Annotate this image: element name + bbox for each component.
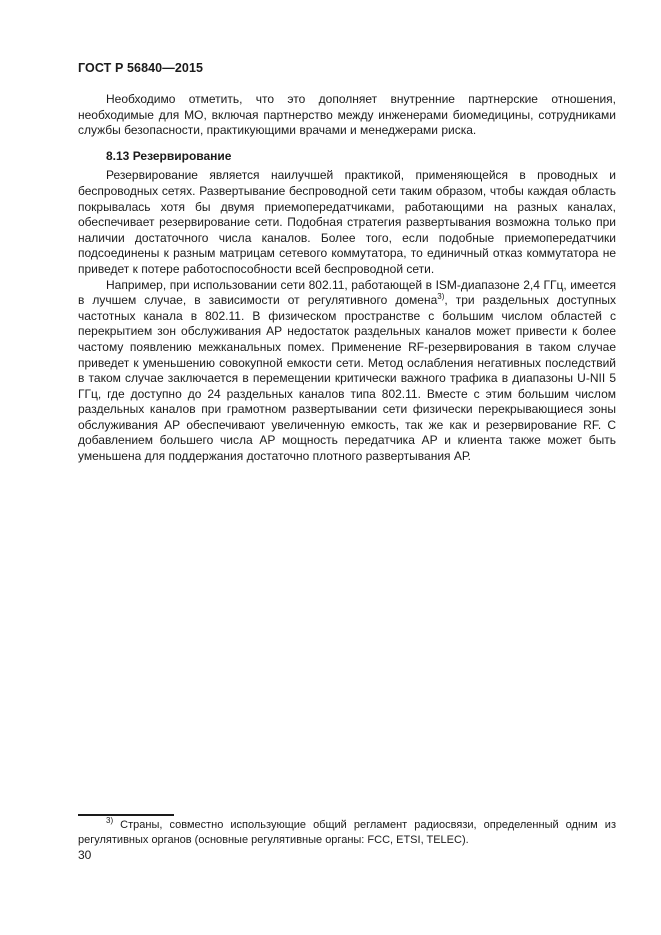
section-paragraph-2	[78, 278, 616, 465]
paragraph-2-text-a: Например, при использовании сети 802.11, работающей в ISM-диапазоне 2,4 ГГц, имеется в лучшем случае, в зависимости от регулятивного домена	[78, 277, 616, 308]
section-paragraph-1: Резервирование является наилучшей практикой, применяющейся в проводных и беспроводных сетях. Развертывание беспроводной сети таким образом, чтобы каждая область покрывалась хотя бы двумя приемопередатчиками, работающими на разных каналах, обеспечивает резервирование сети. Подобная стратегия развертывания возможна только при наличии достаточного числа каналов. Более того, если подобные приемопередатчики подсоединены к разным матрицам сетевого коммутатора, то единичный отказ коммутатора не приведет к потере работоспособности всей беспроводной сети.	[78, 168, 616, 276]
page-number: 30	[78, 848, 92, 862]
document-header: ГОСТ Р 56840—2015	[78, 61, 204, 75]
footnote-divider	[78, 814, 174, 816]
intro-paragraph: Необходимо отметить, что это дополняет внутренние партнерские отношения, необходимые для МО, включая партнерство между инженерами биомедицины, сотрудниками службы безопасности, практикующими врачами и менеджерами риска.	[78, 92, 616, 138]
paragraph-2-text-b: , три раздельных доступных частотных канала в 802.11. В физическом пространстве с большим числом областей с перекрытием зон обслуживания АР недостаток раздельных каналов может привести к более частому появлению межканальных помех. Применение RF-резервирования в таком случае приведет к уменьшению совокупной емкости сети. Метод ослабления негативных последствий в таком случае заключается в перемещении критически важного трафика в диапазоны U-NII 5 ГГц, где доступно до 24 раздельных каналов типа 802.11. Вместе с этим большим числом раздельных каналов при грамотном развертывании сети физически перекрывающиеся зоны обслуживания АР обеспечивают увеличенную емкость, так же как и резервирование RF. С добавлением большего числа АР мощность передатчика АР и клиента также может быть уменьшена для поддержания достаточно плотного развертывания АР.	[78, 293, 616, 464]
footnote-reference[interactable]: 3)	[437, 292, 445, 302]
section-heading: 8.13 Резервирование	[106, 148, 232, 163]
footnote	[78, 818, 616, 847]
footnote-marker: 3)	[106, 816, 114, 825]
document-body	[78, 92, 616, 465]
footnote-text: Страны, совместно использующие общий регламент радиосвязи, определенный одним из регулятивных органов (основные регулятивные органы: FCC, ETSI, TELEC).	[78, 819, 616, 846]
